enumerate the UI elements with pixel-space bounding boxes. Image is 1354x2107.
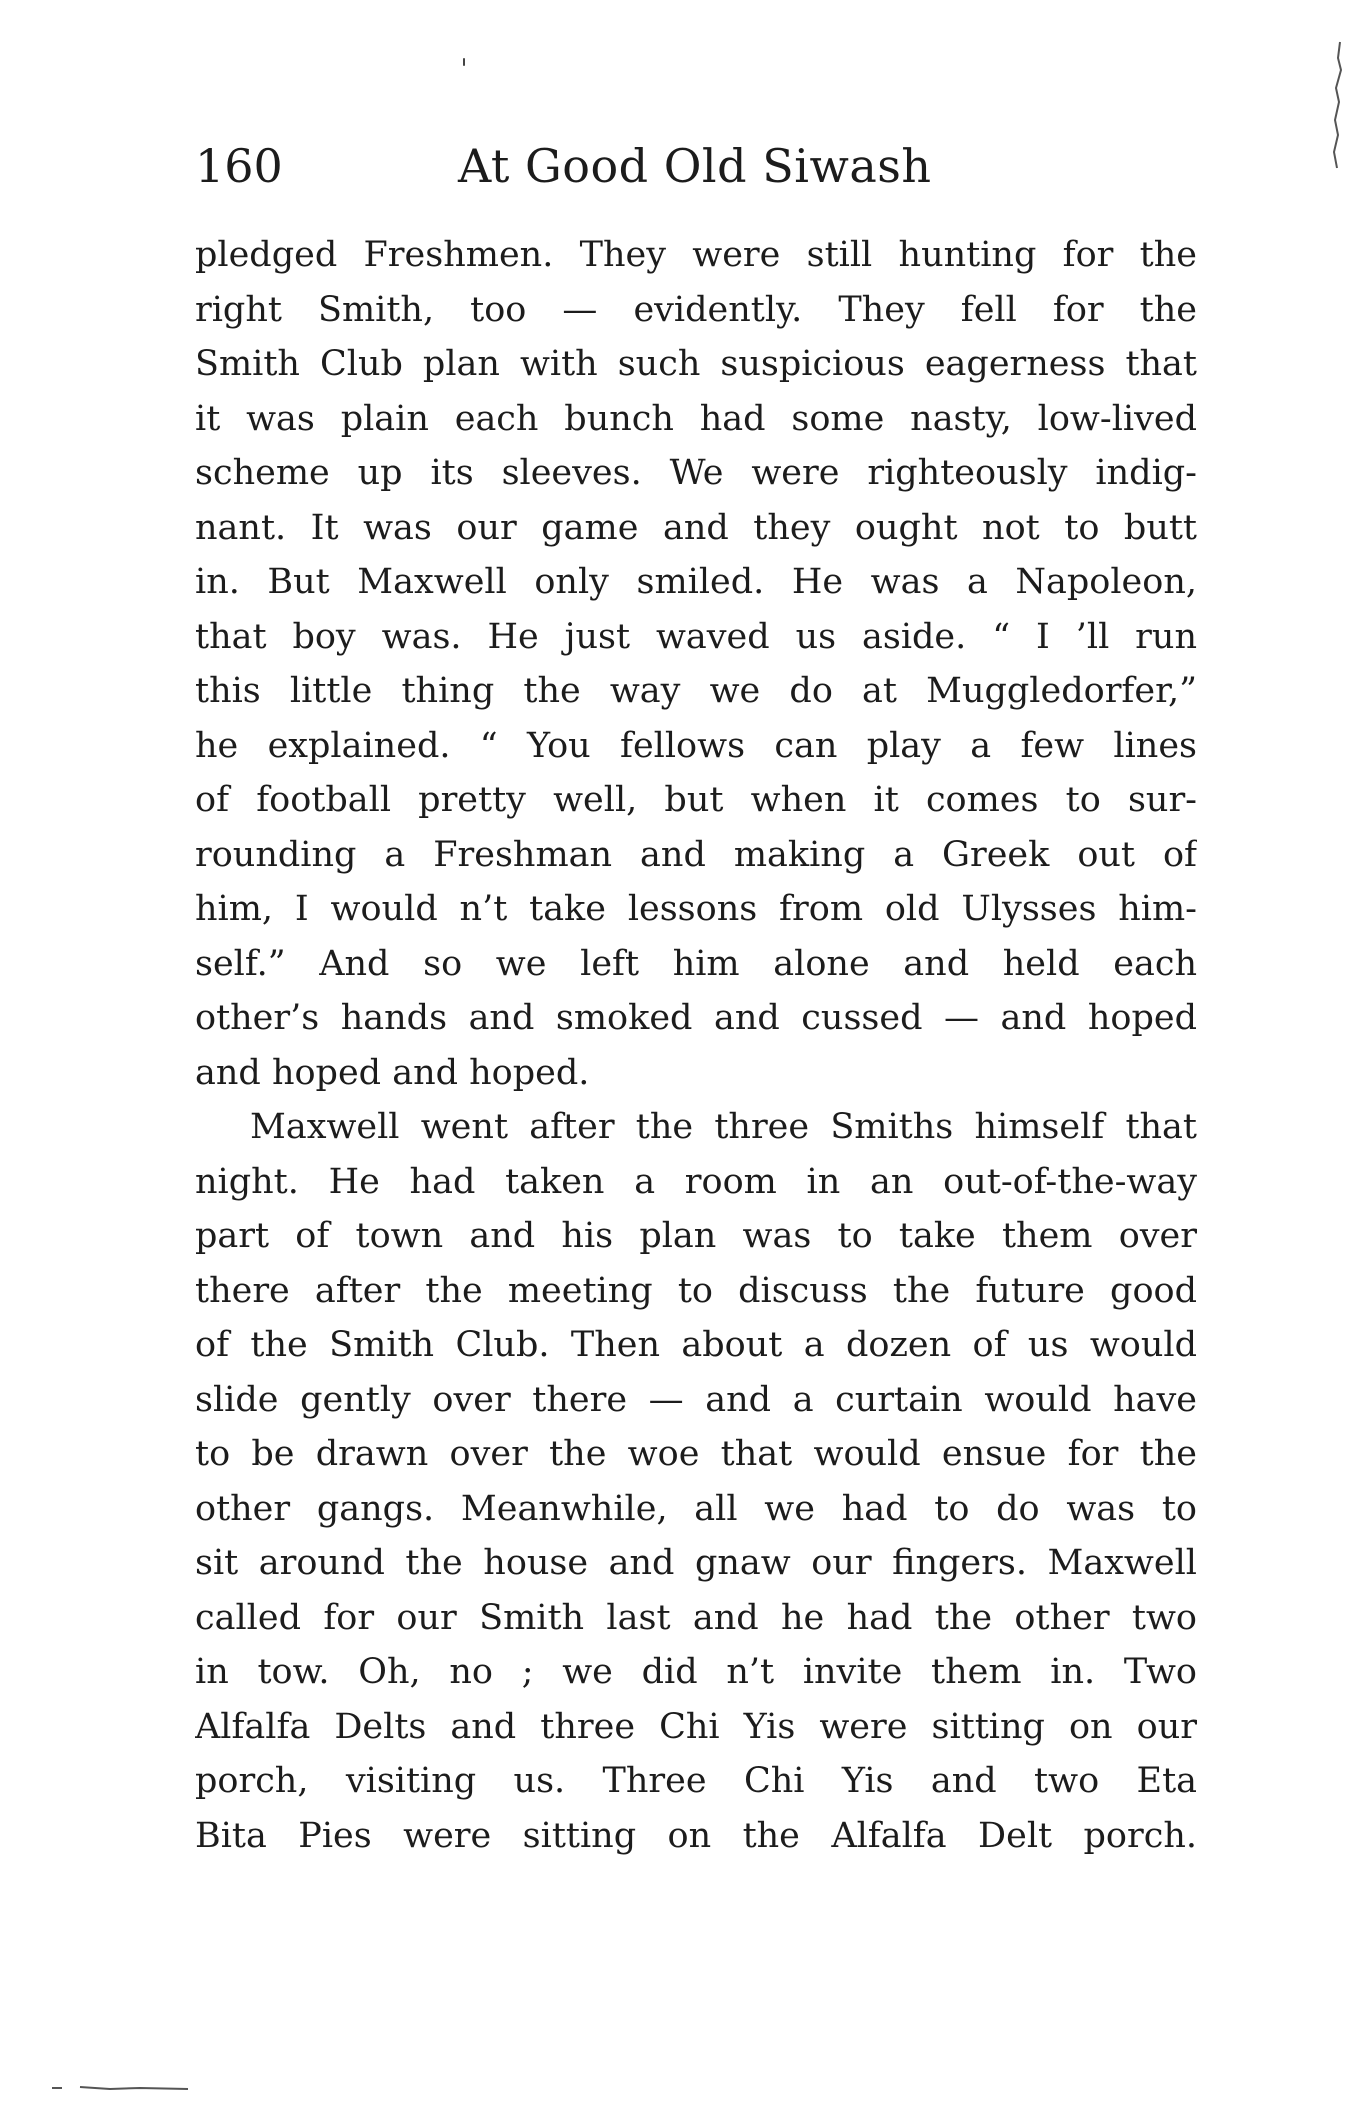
text-line: pledged Freshmen. They were still hunting for the <box>195 235 1197 275</box>
page-number: 160 <box>195 139 283 193</box>
text-line: and hoped and hoped. <box>195 1052 590 1093</box>
text-line: sit around the house and gnaw our fingers. Maxwell <box>195 1543 1197 1583</box>
text-line: that boy was. He just waved us aside. “ I ’ll run <box>195 616 1197 657</box>
text-line: scheme up its sleeves. We were righteously indig- <box>195 453 1197 493</box>
text-line: in. But Maxwell only smiled. He was a Napoleon, <box>195 562 1197 602</box>
bottom-scratch-mark <box>50 2085 190 2091</box>
text-line: Maxwell went after the three Smiths himself that <box>250 1107 1197 1147</box>
margin-scratch-mark <box>1330 40 1344 170</box>
text-line: night. He had taken a room in an out-of-the-way <box>195 1161 1197 1202</box>
text-line: he explained. “ You fellows can play a few lines <box>195 725 1197 766</box>
text-line: rounding a Freshman and making a Greek out of <box>195 834 1197 875</box>
text-line: porch, visiting us. Three Chi Yis and two Eta <box>195 1761 1197 1801</box>
running-title: At Good Old Siwash <box>458 139 932 193</box>
text-line: of the Smith Club. Then about a dozen of us would <box>195 1325 1197 1365</box>
body-text <box>195 228 1197 1863</box>
ink-speck <box>463 58 465 66</box>
text-line: part of town and his plan was to take them over <box>195 1216 1197 1256</box>
text-line: it was plain each bunch had some nasty, low-lived <box>195 398 1197 439</box>
text-line: of football pretty well, but when it comes to sur- <box>195 780 1197 820</box>
text-line: Alfalfa Delts and three Chi Yis were sitting on our <box>195 1706 1197 1747</box>
text-line: in tow. Oh, no ; we did n’t invite them in. Two <box>195 1652 1197 1692</box>
running-head <box>195 136 1195 196</box>
text-line: other gangs. Meanwhile, all we had to do was to <box>195 1488 1197 1529</box>
text-line: Smith Club plan with such suspicious eagerness that <box>195 344 1197 384</box>
text-line: to be drawn over the woe that would ensue for the <box>195 1434 1197 1474</box>
text-line: called for our Smith last and he had the other two <box>195 1597 1197 1638</box>
paragraph <box>195 228 1197 1100</box>
text-line: self.” And so we left him alone and held each <box>195 943 1197 984</box>
text-line: this little thing the way we do at Muggledorfer,” <box>195 671 1197 711</box>
paragraph <box>195 1100 1197 1863</box>
text-line: right Smith, too — evidently. They fell for the <box>195 289 1197 330</box>
text-line: Bita Pies were sitting on the Alfalfa Delt porch. <box>195 1815 1197 1856</box>
text-line: slide gently over there — and a curtain would have <box>195 1379 1197 1420</box>
text-line: there after the meeting to discuss the future good <box>195 1270 1197 1311</box>
text-line: other’s hands and smoked and cussed — and hoped <box>195 998 1197 1038</box>
text-line: nant. It was our game and they ought not to butt <box>195 507 1197 548</box>
text-line: him, I would n’t take lessons from old Ulysses him- <box>195 889 1197 929</box>
